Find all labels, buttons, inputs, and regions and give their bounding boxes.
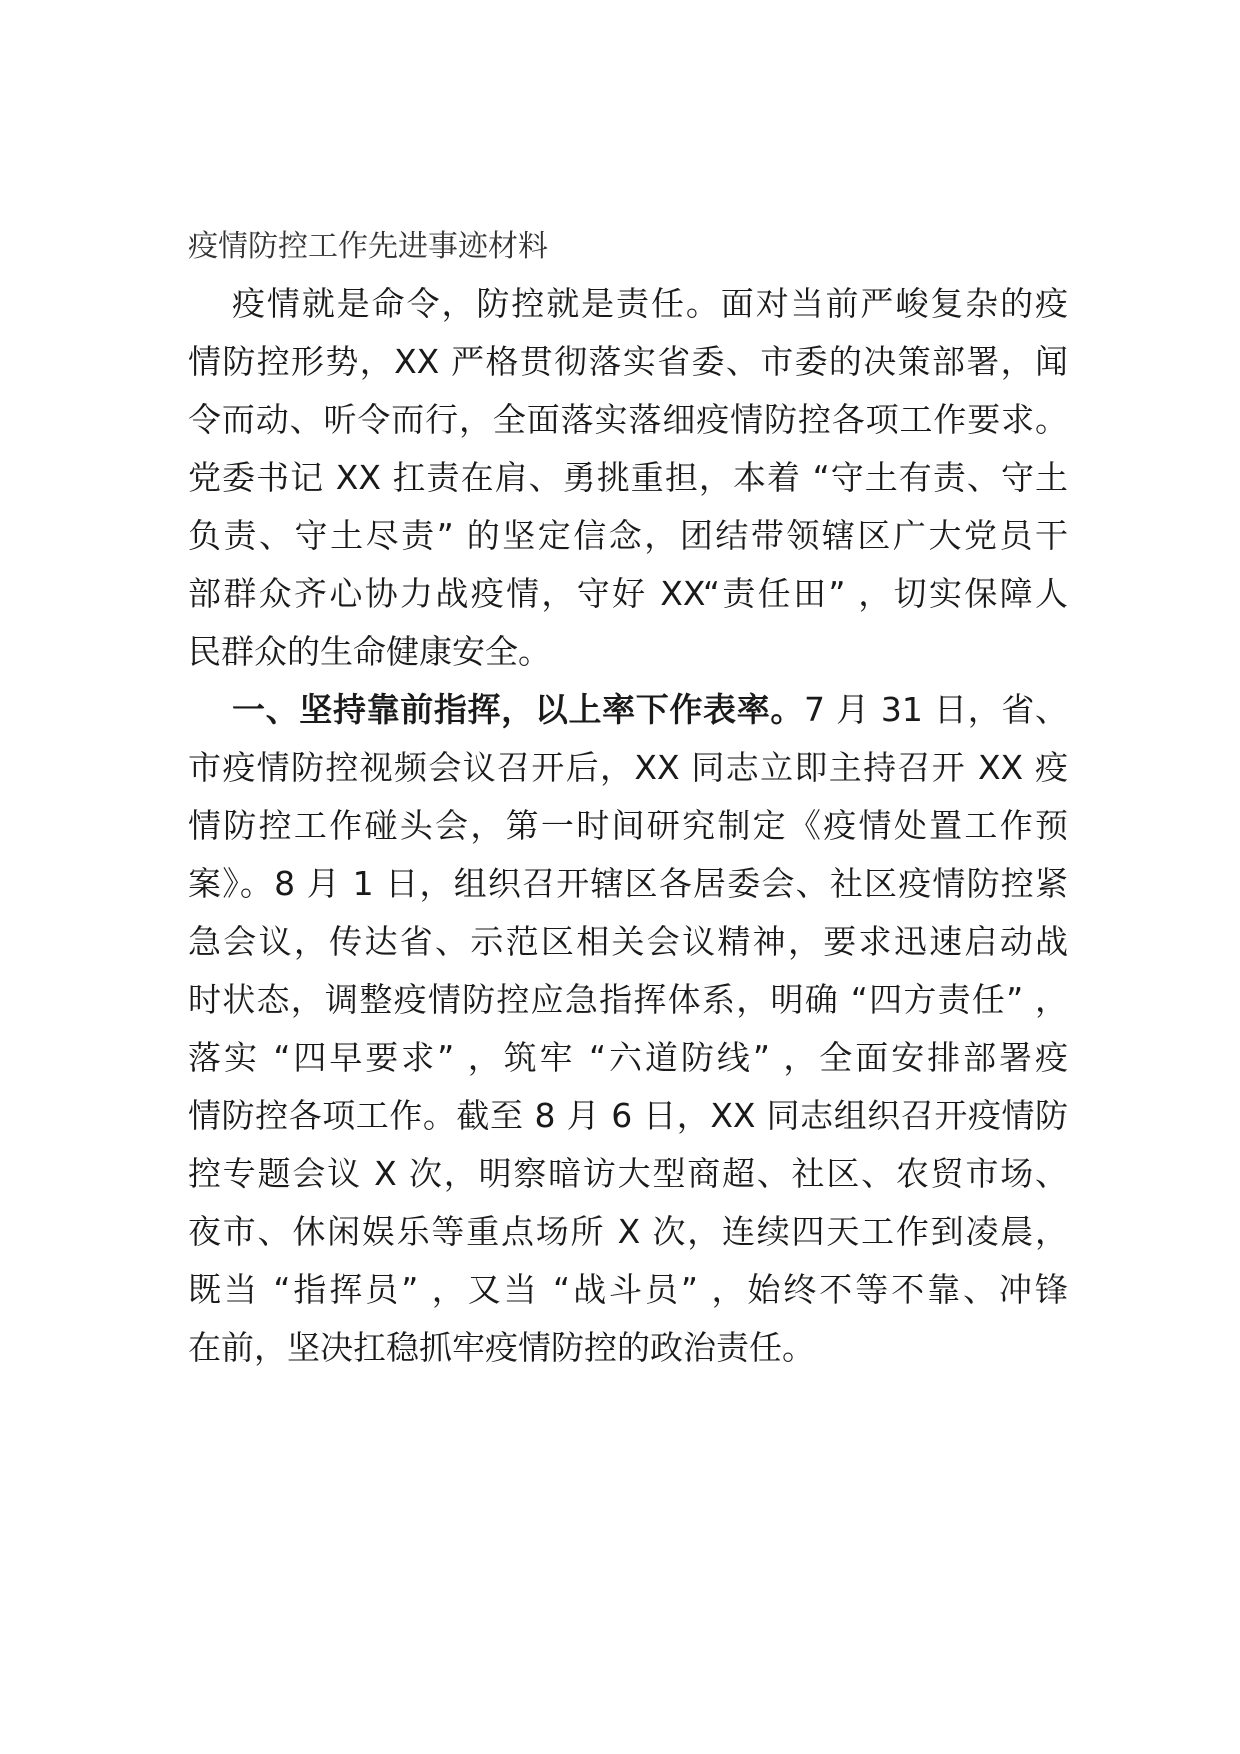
section-1-line: 情防控工作碰头会，第一时间研究制定《疫情处置工作预 — [188, 806, 1068, 845]
section-1-line: 在前，坚决扛稳抓牢疫情防控的政治责任。 — [188, 1328, 815, 1367]
paragraph-1-line: 民群众的生命健康安全。 — [188, 632, 551, 671]
section-1-line: 控专题会议 X 次，明察暗访大型商超、社区、农贸市场、 — [188, 1154, 1068, 1193]
paragraph-1-line: 情防控形势，XX 严格贯彻落实省委、市委的决策部署，闻 — [188, 342, 1068, 381]
paragraph-1-line: 党委书记 XX 扛责在肩、勇挑重担，本着 “守土有责、守土 — [188, 458, 1068, 497]
section-1-line: 急会议，传达省、示范区相关会议精神，要求迅速启动战 — [188, 922, 1068, 961]
section-1-heading: 一、坚持靠前指挥，以上率下作表率。 — [232, 690, 805, 729]
paragraph-1-line: 令而动、听令而行，全面落实落细疫情防控各项工作要求。 — [188, 400, 1068, 439]
section-1-line: 落实 “四早要求” ，筑牢 “六道防线” ，全面安排部署疫 — [188, 1038, 1068, 1077]
section-1-line: 既当 “指挥员” ，又当 “战斗员” ，始终不等不靠、冲锋 — [188, 1270, 1068, 1309]
section-1-first-line — [232, 678, 1068, 742]
paragraph-1-line: 部群众齐心协力战疫情，守好 XX“责任田” ，切实保障人 — [188, 574, 1068, 613]
section-1-first-line-text: 7 月 31 日，省、 — [804, 690, 1069, 729]
paragraph-1-line: 负责、守土尽责” 的坚定信念，团结带领辖区广大党员干 — [188, 516, 1068, 555]
section-1-line: 时状态，调整疫情防控应急指挥体系，明确 “四方责任” ， — [188, 980, 1068, 1019]
section-1-line: 市疫情防控视频会议召开后，XX 同志立即主持召开 XX 疫 — [188, 748, 1068, 787]
section-1-line: 夜市、休闲娱乐等重点场所 X 次，连续四天工作到凌晨， — [188, 1212, 1068, 1251]
section-1-line: 情防控各项工作。截至 8 月 6 日，XX 同志组织召开疫情防 — [188, 1096, 1068, 1135]
paragraph-1-line: 疫情就是命令，防控就是责任。面对当前严峻复杂的疫 — [232, 284, 1068, 323]
document-title: 疫情防控工作先进事迹材料 — [188, 229, 548, 264]
section-1-line: 案》。8 月 1 日，组织召开辖区各居委会、社区疫情防控紧 — [188, 864, 1068, 903]
